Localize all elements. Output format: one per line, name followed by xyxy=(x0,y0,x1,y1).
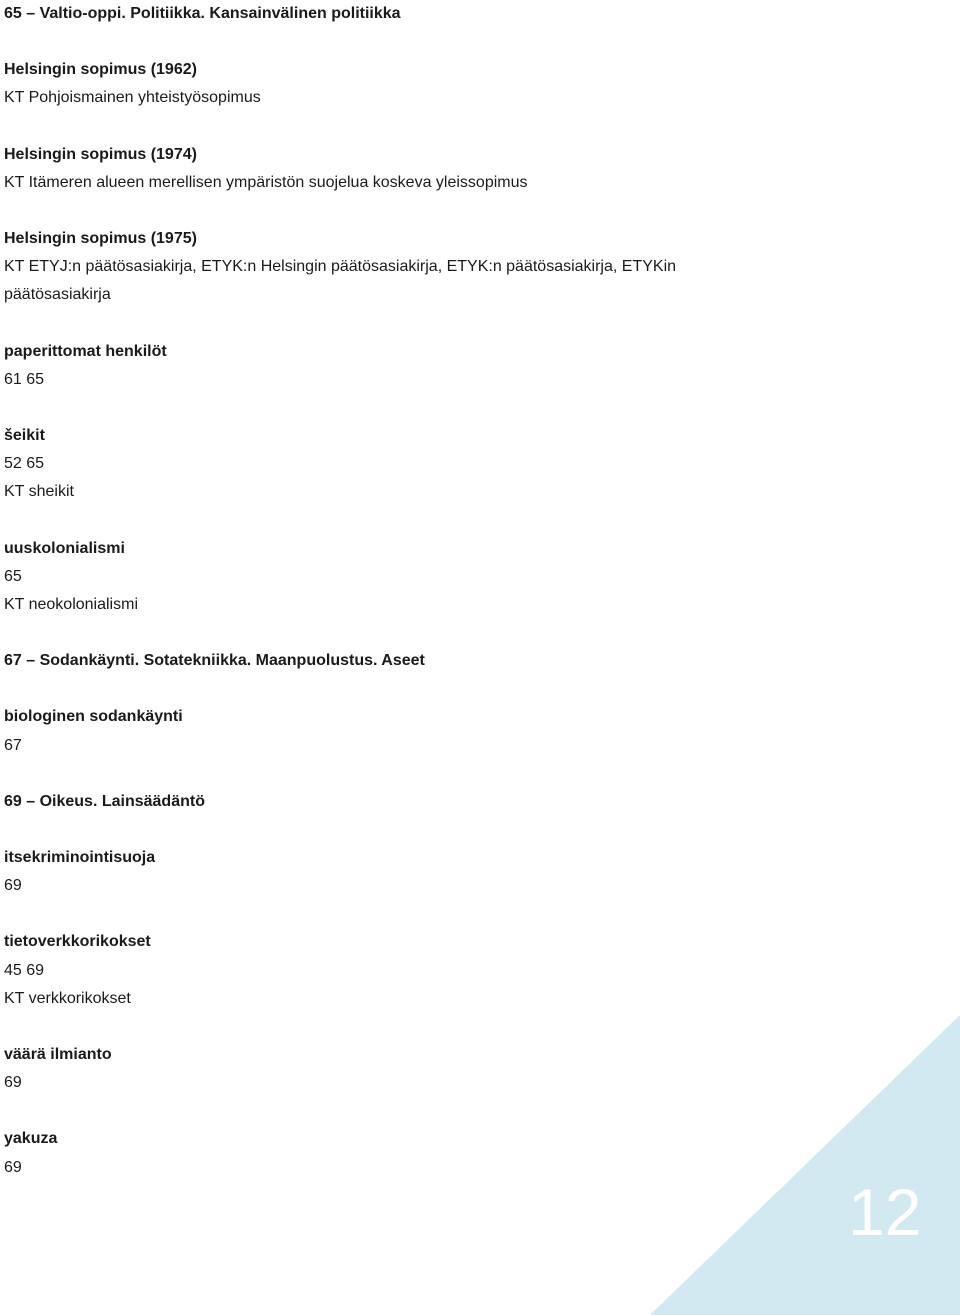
entry-line: KT Pohjoismainen yhteistyösopimus xyxy=(4,89,261,107)
section-heading-67: 67 – Sodankäynti. Sotatekniikka. Maanpuolustus. Aseet xyxy=(4,652,425,670)
entry-term: Helsingin sopimus (1975) xyxy=(4,230,197,248)
entry-term: biologinen sodankäynti xyxy=(4,708,183,726)
entry-line: KT ETYJ:n päätösasiakirja, ETYK:n Helsingin päätösasiakirja, ETYK:n päätösasiakirja, ETYKin xyxy=(4,258,677,276)
entry-term: Helsingin sopimus (1974) xyxy=(4,145,197,163)
entry-term: itsekriminointisuoja xyxy=(4,849,156,867)
entry-term: väärä ilmianto xyxy=(4,1046,112,1064)
entry-line: 69 xyxy=(4,1158,22,1176)
entry-line: 45 69 xyxy=(4,961,45,979)
entry-line: KT verkkorikokset xyxy=(4,989,131,1007)
entry-line: päätösasiakirja xyxy=(4,286,111,304)
entry-term: Helsingin sopimus (1962) xyxy=(4,61,197,79)
entry-line: 69 xyxy=(4,1074,22,1092)
entry-term: tietoverkkorikokset xyxy=(4,933,151,951)
entry-line: 69 xyxy=(4,877,22,895)
section-heading-65: 65 – Valtio-oppi. Politiikka. Kansainvälinen politiikka xyxy=(4,5,401,22)
entry-line: KT sheikit xyxy=(4,483,74,501)
entry-line: 65 xyxy=(4,567,22,585)
entry-line: 61 65 xyxy=(4,370,45,388)
entry-term: yakuza xyxy=(4,1130,58,1148)
entry-term: paperittomat henkilöt xyxy=(4,342,167,360)
entry-line: KT Itämeren alueen merellisen ympäristön suojelua koskeva yleissopimus xyxy=(4,173,528,191)
entry-term: šeikit xyxy=(4,427,45,445)
entry-line: 67 xyxy=(4,736,22,754)
section-heading-69: 69 – Oikeus. Lainsäädäntö xyxy=(4,792,205,810)
entry-line: 52 65 xyxy=(4,455,45,473)
entry-term: uuskolonialismi xyxy=(4,539,125,557)
document-body xyxy=(4,0,904,1182)
entry-line: KT neokolonialismi xyxy=(4,596,138,614)
page-number: 12 xyxy=(848,1175,922,1249)
